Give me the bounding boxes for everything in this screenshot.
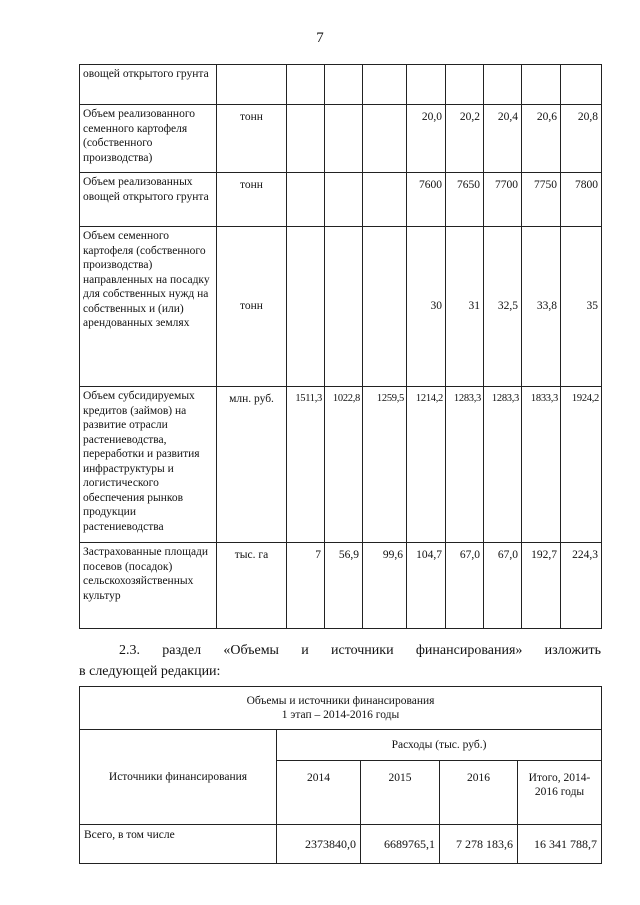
value-cell: 2373840,0 [277, 825, 361, 864]
year-header: 2016 [440, 761, 518, 825]
table-row [80, 730, 602, 761]
value-cell [407, 65, 446, 105]
year-header: 2014 [277, 761, 361, 825]
expenses-header: Расходы (тыс. руб.) [277, 730, 602, 761]
indicator-unit [217, 65, 287, 105]
value-cell: 20,8 [561, 105, 602, 173]
value-cell: 31 [446, 227, 484, 387]
value-cell: 20,4 [484, 105, 522, 173]
total-header: Итого, 2014-2016 годы [518, 761, 602, 825]
table-row [80, 543, 602, 629]
value-cell: 1214,2 [407, 387, 446, 543]
indicator-name: овощей открытого грунта [80, 65, 217, 105]
value-cell: 16 341 788,7 [518, 825, 602, 864]
table-row [80, 825, 602, 864]
indicators-table [79, 64, 602, 629]
indicator-unit: млн. руб. [217, 387, 287, 543]
table-row [80, 387, 602, 543]
indicator-unit: тыс. га [217, 543, 287, 629]
value-cell [363, 105, 407, 173]
value-cell: 20,6 [522, 105, 561, 173]
value-cell [325, 227, 363, 387]
year-header: 2015 [361, 761, 440, 825]
table-row [80, 105, 602, 173]
value-cell: 56,9 [325, 543, 363, 629]
sources-header: Источники финансирования [80, 730, 277, 825]
value-cell [363, 65, 407, 105]
indicator-unit: тонн [217, 227, 287, 387]
table-row [80, 687, 602, 730]
value-cell: 1283,3 [446, 387, 484, 543]
value-cell [522, 65, 561, 105]
value-cell: 192,7 [522, 543, 561, 629]
value-cell: 6689765,1 [361, 825, 440, 864]
value-cell [287, 173, 325, 227]
value-cell: 33,8 [522, 227, 561, 387]
table-row [80, 65, 602, 105]
indicator-name: Объем субсидируемых кредитов (займов) на развитие отрасли растениеводства, переработки и развития инфраструктуры и логистического обеспечения рынков продукции растениеводства [80, 387, 217, 543]
value-cell: 7650 [446, 173, 484, 227]
amendment-paragraph [79, 640, 601, 682]
funding-title-line: 1 этап – 2014-2016 годы [281, 709, 400, 721]
indicator-name: Объем реализованного семенного картофеля (собственного производства) [80, 105, 217, 173]
value-cell: 35 [561, 227, 602, 387]
table-row [80, 173, 602, 227]
value-cell [287, 65, 325, 105]
value-cell: 1259,5 [363, 387, 407, 543]
value-cell: 30 [407, 227, 446, 387]
indicator-name: Объем семенного картофеля (собственного производства) направленных на посадку для собственных нужд на собственных и (или) арендованных землях [80, 227, 217, 387]
value-cell: 224,3 [561, 543, 602, 629]
value-cell [325, 173, 363, 227]
value-cell: 1833,3 [522, 387, 561, 543]
value-cell: 32,5 [484, 227, 522, 387]
value-cell: 67,0 [446, 543, 484, 629]
value-cell: 7750 [522, 173, 561, 227]
value-cell [561, 65, 602, 105]
funding-title-line: Объемы и источники финансирования [246, 695, 435, 707]
value-cell [325, 65, 363, 105]
value-cell: 104,7 [407, 543, 446, 629]
value-cell [484, 65, 522, 105]
value-cell: 7600 [407, 173, 446, 227]
value-cell: 1511,3 [287, 387, 325, 543]
indicator-name: Объем реализованных овощей открытого грунта [80, 173, 217, 227]
paragraph-line: 2.3. раздел «Объемы и источники финансирования» изложить [119, 643, 601, 658]
indicator-unit: тонн [217, 105, 287, 173]
value-cell: 20,2 [446, 105, 484, 173]
value-cell: 20,0 [407, 105, 446, 173]
value-cell: 7 [287, 543, 325, 629]
funding-table [79, 686, 602, 864]
value-cell [446, 65, 484, 105]
value-cell: 7 278 183,6 [440, 825, 518, 864]
value-cell: 7800 [561, 173, 602, 227]
page-number: 7 [316, 30, 324, 46]
indicator-unit: тонн [217, 173, 287, 227]
value-cell: 67,0 [484, 543, 522, 629]
value-cell [287, 105, 325, 173]
funding-table-title [80, 687, 602, 730]
indicator-name: Застрахованные площади посевов (посадок) сельскохозяйственных культур [80, 543, 217, 629]
value-cell: 7700 [484, 173, 522, 227]
value-cell [363, 227, 407, 387]
value-cell [287, 227, 325, 387]
value-cell: 1924,2 [561, 387, 602, 543]
table-row [80, 227, 602, 387]
value-cell: 1283,3 [484, 387, 522, 543]
value-cell [363, 173, 407, 227]
value-cell: 99,6 [363, 543, 407, 629]
paragraph-line: в следующей редакции: [79, 664, 221, 679]
value-cell [325, 105, 363, 173]
value-cell: 1022,8 [325, 387, 363, 543]
row-label: Всего, в том числе [80, 825, 277, 864]
